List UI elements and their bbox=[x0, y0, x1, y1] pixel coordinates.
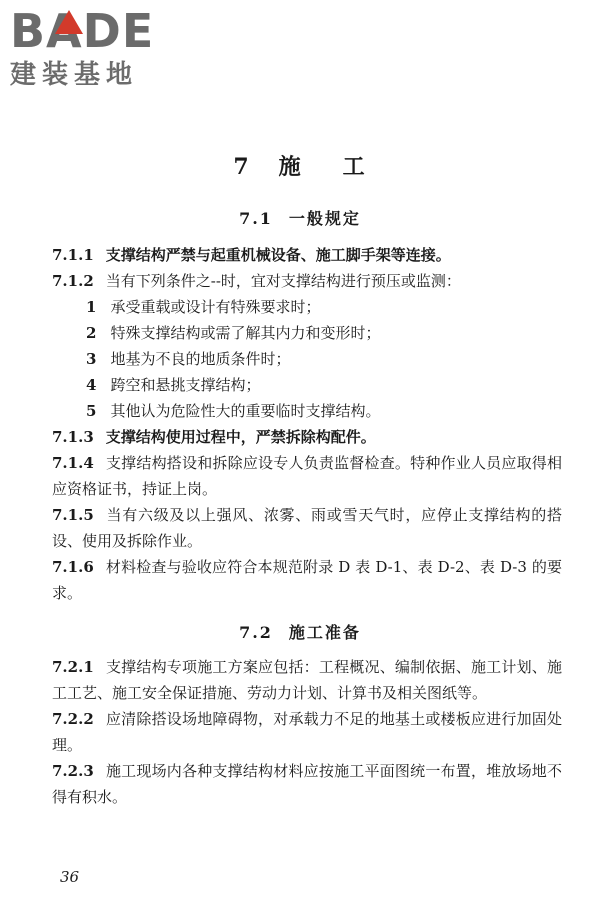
clause-7-1-5: 7.1.5 当有六级及以上强风、浓雾、雨或雪天气时，应停止支撑结构的搭设、使用及拆除作业。 bbox=[52, 506, 562, 550]
clause-7-2-1: 7.2.1 支撑结构专项施工方案应包括：工程概况、编制依据、施工计划、施工工艺、施工安全保证措施、劳动力计划、计算书及相关图纸等。 bbox=[52, 658, 562, 702]
chapter-title-part2: 工 bbox=[342, 154, 367, 180]
logo-triangle-icon bbox=[55, 10, 83, 34]
clause-7-1-3: 7.1.3 支撑结构使用过程中，严禁拆除构配件。 bbox=[52, 428, 376, 446]
list-item: 3 地基为不良的地质条件时； bbox=[86, 350, 291, 368]
clause-7-1-2: 7.1.2 当有下列条件之--时，宜对支撑结构进行预压或监测： bbox=[52, 272, 461, 290]
chapter-title bbox=[0, 150, 600, 181]
section-body-7-2 bbox=[52, 654, 562, 810]
section-heading: 一般规定 bbox=[288, 209, 361, 228]
clause-7-1-1: 7.1.1 支撑结构严禁与起重机械设备、施工脚手架等连接。 bbox=[52, 246, 451, 264]
section-title-7-2 bbox=[0, 620, 600, 643]
chapter-title-part1: 施 bbox=[278, 154, 303, 180]
logo-brand: BADE bbox=[10, 4, 155, 58]
clause-7-2-2: 7.2.2 应清除搭设场地障碍物，对承载力不足的地基土或楼板应进行加固处理。 bbox=[52, 710, 562, 754]
chapter-number: 7 bbox=[233, 154, 251, 180]
section-heading: 施工准备 bbox=[288, 623, 361, 642]
section-title-7-1 bbox=[0, 206, 600, 229]
logo bbox=[10, 4, 180, 90]
clause-7-2-3: 7.2.3 施工现场内各种支撑结构材料应按施工平面图统一布置，堆放场地不得有积水。 bbox=[52, 762, 562, 806]
logo-subtitle: 建装基地 bbox=[10, 60, 139, 90]
section-number: 7.2 bbox=[239, 623, 273, 642]
list-item: 4 跨空和悬挑支撑结构； bbox=[86, 376, 261, 394]
section-number: 7.1 bbox=[239, 209, 273, 228]
clause-7-1-4: 7.1.4 支撑结构搭设和拆除应设专人负责监督检查。特种作业人员应取得相应资格证书，持证上岗。 bbox=[52, 454, 562, 498]
list-item: 5 其他认为危险性大的重要临时支撑结构。 bbox=[86, 402, 381, 420]
list-item: 2 特殊支撑结构或需了解其内力和变形时； bbox=[86, 324, 381, 342]
section-body-7-1 bbox=[52, 242, 562, 606]
page-number: 36 bbox=[60, 868, 80, 886]
list-item: 1 承受重载或设计有特殊要求时； bbox=[86, 298, 321, 316]
clause-7-1-6: 7.1.6 材料检查与验收应符合本规范附录 D 表 D-1、表 D-2、表 D-3 的要求。 bbox=[52, 558, 562, 602]
